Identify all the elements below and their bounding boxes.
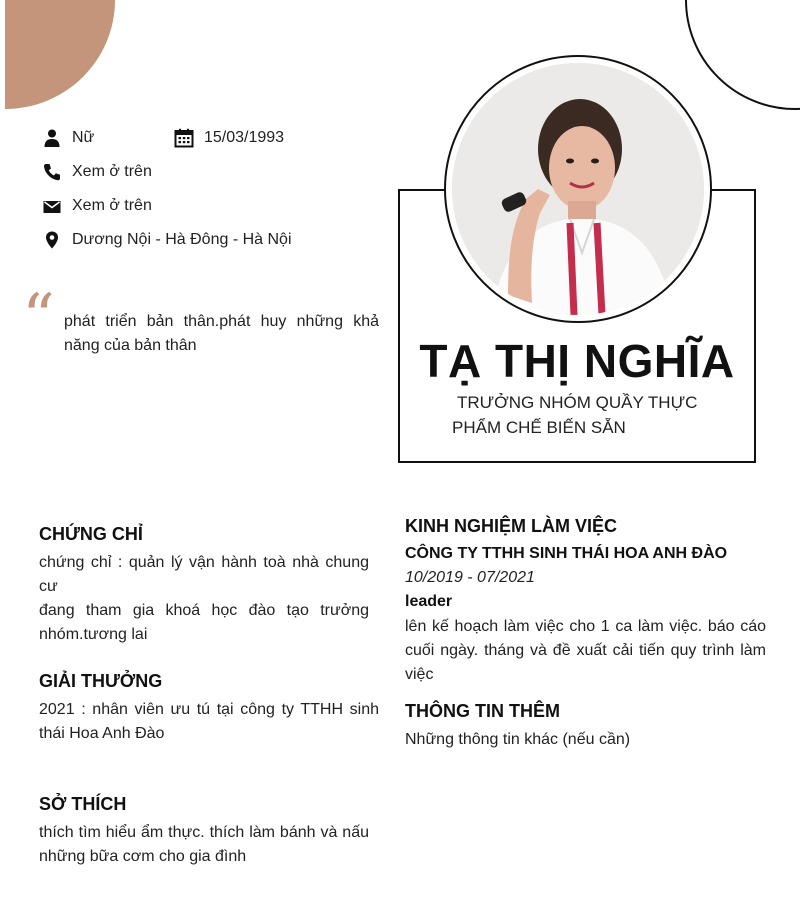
mail-icon	[42, 196, 62, 216]
awards-title: GIẢI THƯỞNG	[39, 671, 163, 691]
hobbies-text: thích tìm hiểu ẩm thực. thích làm bánh và nấu những bữa cơm cho gia đình	[39, 824, 369, 865]
phone-value: Xem ở trên	[72, 163, 152, 180]
email-value: Xem ở trên	[72, 197, 152, 214]
email-row	[42, 196, 152, 216]
gender-value: Nữ	[72, 129, 95, 146]
certificates-title: CHỨNG CHỈ	[39, 524, 143, 544]
calendar-icon	[174, 128, 194, 148]
avatar	[452, 63, 704, 315]
gender-row	[42, 128, 94, 148]
experience-title: KINH NGHIỆM LÀM VIỆC	[405, 516, 618, 536]
birthdate-value: 15/03/1993	[204, 129, 285, 146]
person-icon	[42, 128, 62, 148]
address-value: Dương Nội - Hà Đông - Hà Nội	[72, 231, 292, 248]
decorative-quarter-circle	[5, 0, 115, 109]
experience-period: 10/2019 - 07/2021	[405, 569, 535, 586]
location-icon	[42, 230, 62, 250]
certificate-item: đang tham gia khoá học đào tạo trưởng nhóm.tương lai	[39, 602, 369, 643]
additional-info-text: Những thông tin khác (nếu cần)	[405, 731, 631, 748]
job-title-line-2: PHẨM CHẾ BIẾN SẴN	[452, 418, 626, 437]
job-title	[400, 390, 754, 440]
career-objective: phát triển bản thân.phát huy những khả năng của bản thân	[64, 313, 379, 354]
job-title-line-1: TRƯỞNG NHÓM QUẦY THỰC	[457, 393, 698, 412]
birthdate-row	[174, 128, 284, 148]
address-row	[42, 230, 292, 250]
decorative-ring	[685, 0, 800, 110]
experience-description: lên kế hoạch làm việc cho 1 ca làm việc. báo cáo cuối ngày. tháng và đề xuất cải tiến quy trình làm việc	[405, 618, 766, 683]
hobbies-title: SỞ THÍCH	[39, 794, 127, 814]
certificate-item: chứng chỉ : quản lý vận hành toà nhà chung cư	[39, 554, 369, 595]
phone-icon	[42, 162, 62, 182]
experience-company: CÔNG TY TTHH SINH THÁI HOA ANH ĐÀO	[405, 545, 728, 562]
avatar-photo	[452, 63, 704, 315]
additional-info-title: THÔNG TIN THÊM	[405, 701, 560, 721]
awards-text: 2021 : nhân viên ưu tú tại công ty TTHH sinh thái Hoa Anh Đào	[39, 701, 379, 742]
experience-role: leader	[405, 593, 453, 610]
candidate-name: TẠ THỊ NGHĨA	[419, 335, 735, 387]
quote-mark-icon: “	[22, 281, 55, 355]
phone-row	[42, 162, 152, 182]
